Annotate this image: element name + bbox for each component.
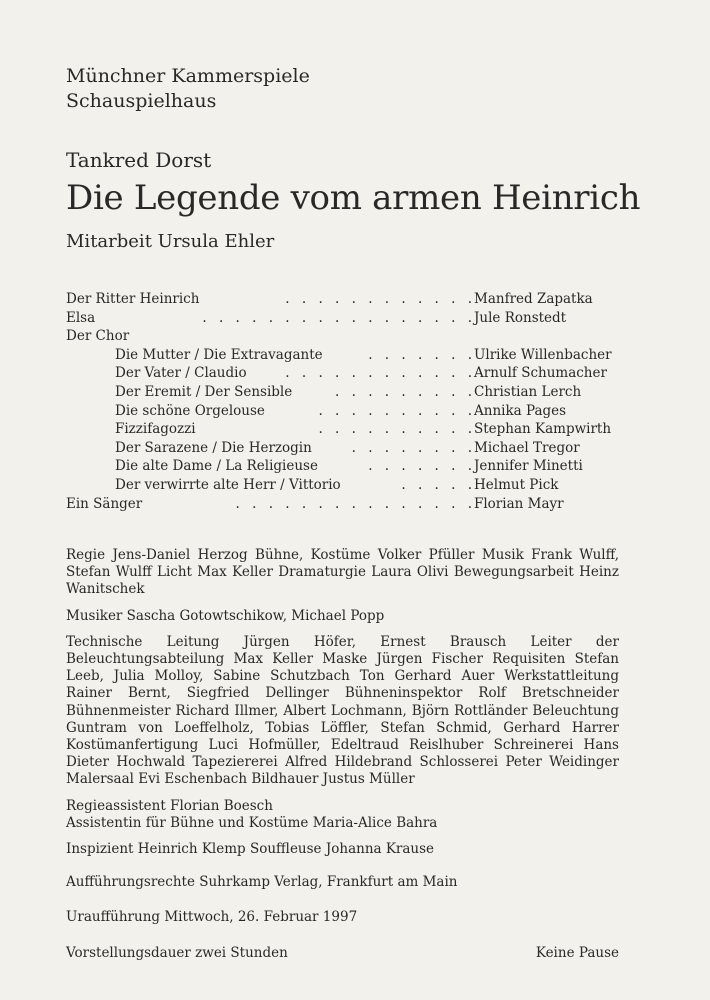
cast-role: Die alte Dame / La Religieuse (115, 458, 318, 475)
production-team: Regie Jens-Daniel Herzog Bühne, Kostüme Volker Pfüller Musik Frank Wulff, Stefan Wulff Licht Max Keller Dramaturgie Laura Olivi Bewegungsarbeit Heinz Wanitschek (66, 547, 619, 598)
cast-actor: Jennifer Minetti (474, 458, 583, 475)
cast-row (66, 364, 626, 383)
theater-name (66, 64, 310, 114)
production-credits (66, 547, 619, 962)
intermission-note: Keine Pause (535, 944, 619, 961)
cast-role: Fizzifagozzi (115, 421, 196, 438)
cast-row (66, 457, 626, 476)
cast-row (66, 383, 626, 402)
cast-actor: Michael Tregor (474, 439, 580, 456)
theater-line-1: Münchner Kammerspiele (66, 65, 310, 87)
cast-dots: . . . . . (401, 476, 476, 493)
cast-dots: . . . . . . . (368, 458, 476, 475)
cast-row (66, 327, 626, 346)
play-title: Die Legende vom armen Heinrich (66, 178, 641, 218)
cast-role: Der Chor (66, 328, 130, 345)
cast-row (66, 420, 626, 439)
cast-dots: . . . . . . . . . . . . . . . . . (202, 309, 476, 326)
cast-dots: . . . . . . . . . . . . . . . (235, 495, 476, 512)
cast-row (66, 290, 626, 309)
assistant-stage-costume: Assistentin für Bühne und Kostüme Maria-Alice Bahra (66, 814, 438, 831)
author: Tankred Dorst (66, 148, 212, 172)
cast-row (66, 346, 626, 365)
theater-line-2: Schauspielhaus (66, 90, 217, 112)
cast-actor: Jule Ronstedt (474, 309, 567, 326)
cast-role: Der Ritter Heinrich (66, 291, 200, 307)
cast-dots: . . . . . . . . . (335, 383, 476, 400)
stage-manager-prompter: Inspizient Heinrich Klemp Souffleuse Johanna Krause (66, 841, 435, 858)
cast-role: Der verwirrte alte Herr / Vittorio (115, 476, 341, 493)
assistant-director: Regieassistent Florian Boesch (66, 797, 273, 814)
cast-dots: . . . . . . . (368, 346, 476, 363)
cast-role: Der Vater / Claudio (115, 365, 247, 382)
cast-actor: Ulrike Willenbacher (474, 346, 612, 363)
cast-dots: . . . . . . . . . . (318, 421, 476, 438)
cast-row (66, 439, 626, 458)
cast-dots: . . . . . . . . . . (318, 402, 476, 419)
cast-role: Der Sarazene / Die Herzogin (115, 439, 312, 456)
cast-role: Der Eremit / Der Sensible (115, 383, 293, 400)
premiere-date: Uraufführung Mittwoch, 26. Februar 1997 (66, 909, 358, 926)
cast-row (66, 402, 626, 421)
cast-role: Die schöne Orgelouse (115, 402, 265, 419)
cast-actor: Florian Mayr (474, 495, 564, 512)
cast-actor: Helmut Pick (474, 476, 559, 493)
performance-duration: Vorstellungsdauer zwei Stunden (66, 944, 288, 961)
cast-row (66, 309, 626, 328)
musicians: Musiker Sascha Gotowtschikow, Michael Popp (66, 607, 385, 624)
technical-staff: Technische Leitung Jürgen Höfer, Ernest Brausch Leiter der Beleuchtungsabteilung Max Keller Maske Jürgen Fischer Requisiten Stefan Leeb, Julia Molloy, Sabine Schutzbach Ton Gerhard Auer Werkstattleitung Rainer Bernt, Siegfried Dellinger Bühneninspektor Rolf Bretschneider Bühnenmeister Richard Illmer, Albert Lochmann, Björn Rottländer Beleuchtung Guntram von Loeffelholz, Tobias Löffler, Stefan Schmid, Gerhard Harrer Kostümanfertigung Luci Hofmüller, Edeltraud Reislhuber Schreinerei Hans Dieter Hochwald Tapeziererei Alfred Hildebrand Schlosserei Peter Weidinger Malersaal Evi Eschenbach Bildhauer Justus Müller (66, 633, 619, 788)
cast-actor: Manfred Zapatka (474, 291, 593, 307)
cast-row (66, 495, 626, 514)
collaboration: Mitarbeit Ursula Ehler (66, 231, 275, 252)
cast-role: Die Mutter / Die Extravagante (115, 346, 323, 363)
cast-actor: Christian Lerch (474, 383, 582, 400)
cast-dots: . . . . . . . . (351, 439, 476, 456)
cast-role: Ein Sänger (66, 495, 143, 512)
cast-list (66, 290, 626, 513)
cast-row (66, 476, 626, 495)
cast-actor: Arnulf Schumacher (474, 365, 607, 382)
cast-dots: . . . . . . . . . . . . (285, 291, 476, 307)
cast-dots: . . . . . . . . . . . . (285, 365, 476, 382)
duration-line (66, 945, 619, 962)
cast-role: Elsa (66, 309, 96, 326)
cast-actor: Annika Pages (474, 402, 567, 419)
cast-actor: Stephan Kampwirth (474, 421, 612, 438)
performance-rights: Aufführungsrechte Suhrkamp Verlag, Frankfurt am Main (66, 874, 458, 891)
